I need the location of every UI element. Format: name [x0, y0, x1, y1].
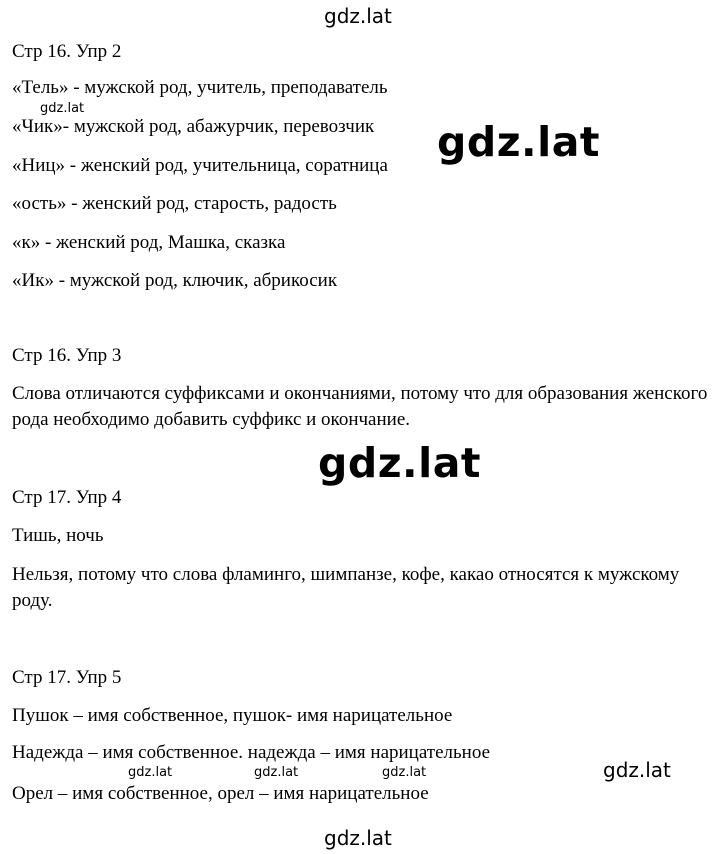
answer-paragraph: Слова отличаются суффиксами и окончаниями, потому что для образования женского рода необходимо добавить суффикс и окончание. [12, 383, 708, 430]
answer-line: «к» - женский род, Машка, сказка [12, 232, 286, 253]
watermark-small-4: gdz.lat [382, 765, 427, 780]
watermark-small-2: gdz.lat [128, 765, 173, 780]
answer-line: Орел – имя собственное, орел – имя нарицательное [12, 783, 429, 804]
answer-line: «Ниц» - женский род, учительница, соратница [12, 155, 388, 176]
answer-line: Пушок – имя собственное, пушок- имя нарицательное [12, 705, 453, 726]
section-heading-2: Стр 16. Упр 3 [12, 345, 122, 366]
section-heading-4: Стр 17. Упр 5 [12, 667, 122, 688]
answer-line: «Ик» - мужской род, ключик, абрикосик [12, 270, 338, 291]
section-heading-1: Стр 16. Упр 2 [12, 41, 122, 62]
answer-line: «Тель» - мужской род, учитель, преподаватель [12, 77, 388, 98]
watermark-bottom: gdz.lat [324, 826, 392, 850]
answer-line: «ость» - женский род, старость, радость [12, 193, 337, 214]
answer-line: Надежда – имя собственное. надежда – имя нарицательное [12, 742, 490, 763]
watermark-top: gdz.lat [324, 4, 392, 28]
answer-paragraph: Нельзя, потому что слова фламинго, шимпанзе, кофе, какао относятся к мужскому роду. [12, 564, 680, 611]
watermark-large-2: gdz.lat [318, 439, 481, 487]
answer-line: «Чик»- мужской род, абажурчик, перевозчик [12, 116, 375, 137]
watermark-large-1: gdz.lat [437, 118, 600, 166]
watermark-right: gdz.lat [603, 758, 671, 782]
watermark-small-1: gdz.lat [40, 101, 85, 116]
section-heading-3: Стр 17. Упр 4 [12, 487, 122, 508]
watermark-small-3: gdz.lat [254, 765, 299, 780]
answer-line: Тишь, ночь [12, 525, 104, 546]
